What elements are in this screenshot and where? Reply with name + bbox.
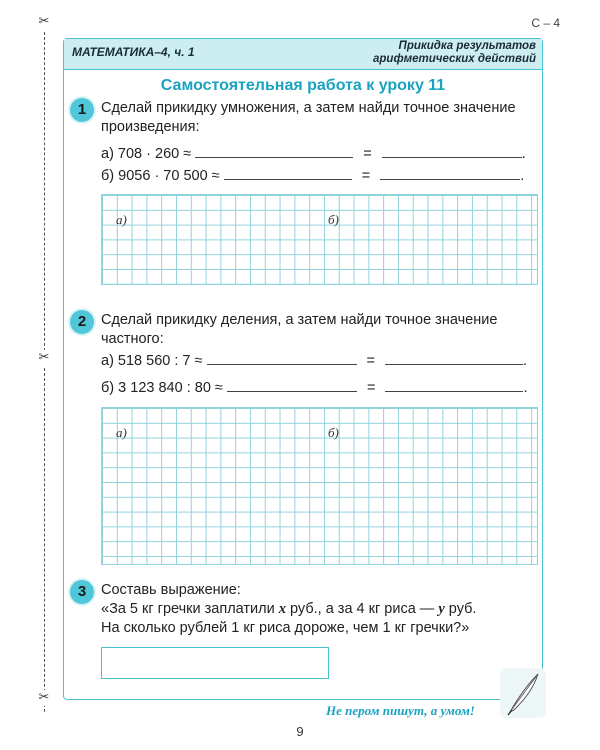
equals-sign: = (366, 353, 376, 369)
estimate-blank[interactable] (224, 167, 352, 180)
topic-label (373, 40, 536, 66)
task-2-text: Сделай прикидку деления, а затем найди точное значение частного: (101, 312, 498, 347)
scissors-icon: ✂ (36, 14, 52, 30)
exact-value-blank[interactable] (385, 352, 523, 365)
task-3-line-2 (101, 600, 546, 619)
task-1-text: Сделай прикидку умножения, а затем найди точное значение произведения: (101, 100, 516, 135)
header-bar (64, 39, 542, 70)
answer-box[interactable] (101, 647, 329, 679)
task-2b-line: б) 3 123 840 : 80 ≈ = . (101, 380, 528, 396)
task-number-badge: 1 (70, 98, 94, 122)
page-number: 9 (296, 724, 304, 739)
exact-value-blank[interactable] (380, 167, 520, 180)
task-1b-expression: б) 9056 · 70 500 ≈ (101, 168, 220, 184)
task-number-badge: 3 (70, 580, 94, 604)
topic-line-2: арифметических действий (373, 53, 536, 65)
task-3-line-3: На сколько рублей 1 кг риса дороже, чем 1 кг гречки?» (101, 620, 470, 636)
motto-text: Не пером пишут, а умом! (326, 703, 475, 718)
variable-x: x (278, 601, 286, 617)
task-3-text-part: «За 5 кг гречки заплатили (101, 601, 279, 617)
work-grid-2[interactable] (101, 407, 538, 565)
variable-y: y (438, 601, 445, 617)
equals-sign: = (363, 146, 372, 162)
equals-sign: = (366, 380, 376, 396)
page-code: С – 4 (531, 16, 560, 30)
grid-label-b: б) (328, 212, 339, 227)
task-3-text-part: руб., а за 4 кг риса — (285, 601, 439, 617)
task-1a-expression: а) 708 · 260 ≈ (101, 146, 192, 162)
estimate-blank[interactable] (195, 145, 353, 158)
grid-label-a: а) (116, 425, 127, 440)
estimate-blank[interactable] (207, 352, 357, 365)
task-3-line-1: Составь выражение: (101, 582, 241, 598)
scissors-icon: ✂ (36, 690, 52, 706)
task-2a-line: а) 518 560 : 7 ≈ = . (101, 353, 528, 369)
quill-icon (500, 668, 546, 718)
task-3-text-part: руб. (444, 601, 477, 617)
equals-sign: = (361, 168, 371, 184)
task-2a-expression: а) 518 560 : 7 ≈ (101, 353, 203, 369)
task-3-text (101, 581, 546, 638)
task-2b-expression: б) 3 123 840 : 80 ≈ (101, 380, 223, 396)
estimate-blank[interactable] (227, 379, 357, 392)
grid-label-a: а) (116, 212, 127, 227)
work-grid-1[interactable] (101, 194, 538, 285)
page-title: Самостоятельная работа к уроку 11 (160, 77, 446, 94)
task-1b-line: б) 9056 · 70 500 ≈ = . (101, 168, 525, 184)
task-1a-line: а) 708 · 260 ≈ = . (101, 146, 526, 162)
cut-line (44, 22, 45, 712)
exact-value-blank[interactable] (382, 145, 522, 158)
scissors-icon: ✂ (36, 350, 52, 366)
topic-line-1: Прикидка результатов (398, 40, 536, 52)
exact-value-blank[interactable] (385, 379, 523, 392)
subject-label: МАТЕМАТИКА–4, ч. 1 (72, 45, 195, 59)
task-number-badge: 2 (70, 310, 94, 334)
grid-label-b: б) (328, 425, 339, 440)
